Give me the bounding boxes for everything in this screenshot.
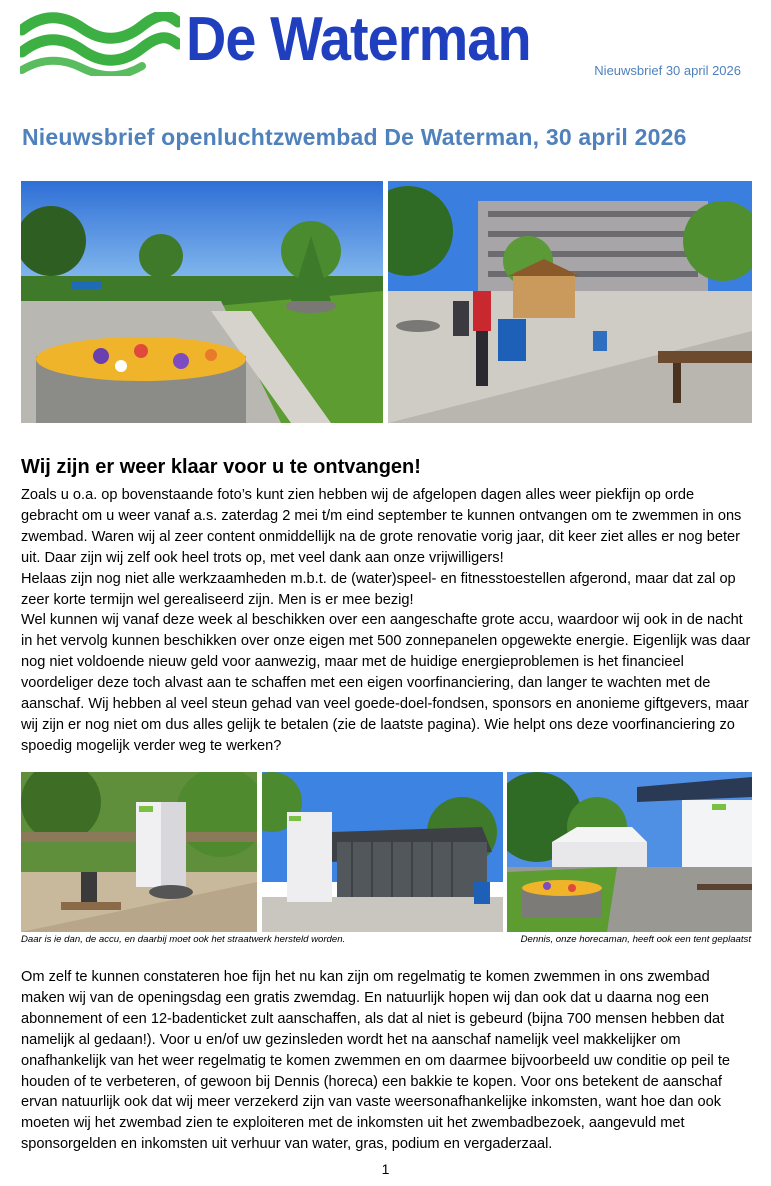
- section-heading: Wij zijn er weer klaar voor u te ontvangen!: [21, 456, 421, 478]
- photo-battery-unit: [21, 772, 257, 932]
- photo-caption-right: Dennis, onze horecaman, heeft ook een tent geplaatst: [520, 934, 751, 945]
- newsletter-header: [0, 0, 771, 100]
- wave-logo-icon: [20, 12, 180, 76]
- page-number: 1: [381, 1161, 390, 1177]
- paragraph: Helaas zijn nog niet alle werkzaamheden m.b.t. de (water)speel- en fitnesstoestellen afgerond, maar dat zal op zeer korte termijn wel gerealiseerd zijn. Men is er mee bezig!: [21, 570, 736, 608]
- logo-wordmark: De Waterman: [186, 5, 531, 74]
- paragraph: Zoals u o.a. op bovenstaande foto’s kunt zien hebben wij de afgelopen dagen alles weer piekfijn op orde gebracht om u weer vanaf a.s. zaterdag 2 mei t/m eind september te kunnen ontvangen om te zwemmen in ons zwembad. Waren wij al zeer content onmiddellijk na de grote renovatie vorig jaar, dit keer ziet alles er nog beter uit. Daar zijn wij zelf ook heel trots op, met veel dank aan onze vrijwilligers!: [21, 487, 742, 566]
- photo-caption-left: Daar is ie dan, de accu, en daarbij moet ook het straatwerk hersteld worden.: [21, 934, 346, 945]
- issue-date: Nieuwsbrief 30 april 2026: [594, 63, 741, 78]
- closing-text: [21, 967, 752, 1155]
- photo-volunteers-terrace: [388, 181, 752, 423]
- page-title: Nieuwsbrief openluchtzwembad De Waterman, 30 april 2026: [22, 124, 687, 150]
- intro-text: [21, 485, 752, 757]
- paragraph: Wel kunnen wij vanaf deze week al beschikken over een aangeschafte grote accu, waardoor wij ook in de nacht in het vervolg kunnen beschikken over onze eigen met 500 zonnepanelen opgewekte energie. Eigenlijk was daar nog niet voldoende nieuw geld voor aanwezig, maar met de huidige energieproblemen is het financieel voordeliger deze toch alvast aan te schaffen met een eigen voorfinanciering, dan langer te wachten met de aanschaf. Wij hebben al veel steun gehad van veel goede-doel-fondsen, sponsors en anonieme giftgevers, maar wij zijn er nog niet om dus alles gelijk te betalen (zie de laatste pagina). Wie helpt ons deze voorfinanciering zo spoedig mogelijk verder weg te werken?: [21, 612, 751, 754]
- photo-flower-planter: [21, 181, 383, 423]
- photo-tent-terrace: [507, 772, 752, 932]
- photo-battery-building: [262, 772, 503, 932]
- paragraph: Om zelf te kunnen constateren hoe fijn het nu kan zijn om regelmatig te komen zwemmen in ons zwembad maken wij van de openingsdag een gratis zwemdag. En natuurlijk hopen wij dan ook dat u daarna nog een abonnement of een 12-badenticket zult aanschaffen, als dat al niet is gebeurd (bijna 700 mensen hebben dat namelijk al gedaan!). Voor u en/of uw gezinsleden wordt het na aanschaf namelijk veel makkelijker om onafhankelijk van het weer regelmatig te komen zwemmen en om daarmee bijvoorbeeld uw conditie op peil te houden of te verbeteren, of gewoon bij Dennis (horeca) een bakkie te kopen. Voor ons betekent de aanschaf ervan natuurlijk ook dat wij meer verzekerd zijn van vaste weersonafhankelijke inkomsten, want hoe dan ook moeten wij het zwembad zien te exploiteren met de inkomsten uit het zwembadbezoek, aangevuld met sponsorgelden en inkomsten uit verhuur van water, gras, podium en vergaderzaal.: [21, 969, 731, 1153]
